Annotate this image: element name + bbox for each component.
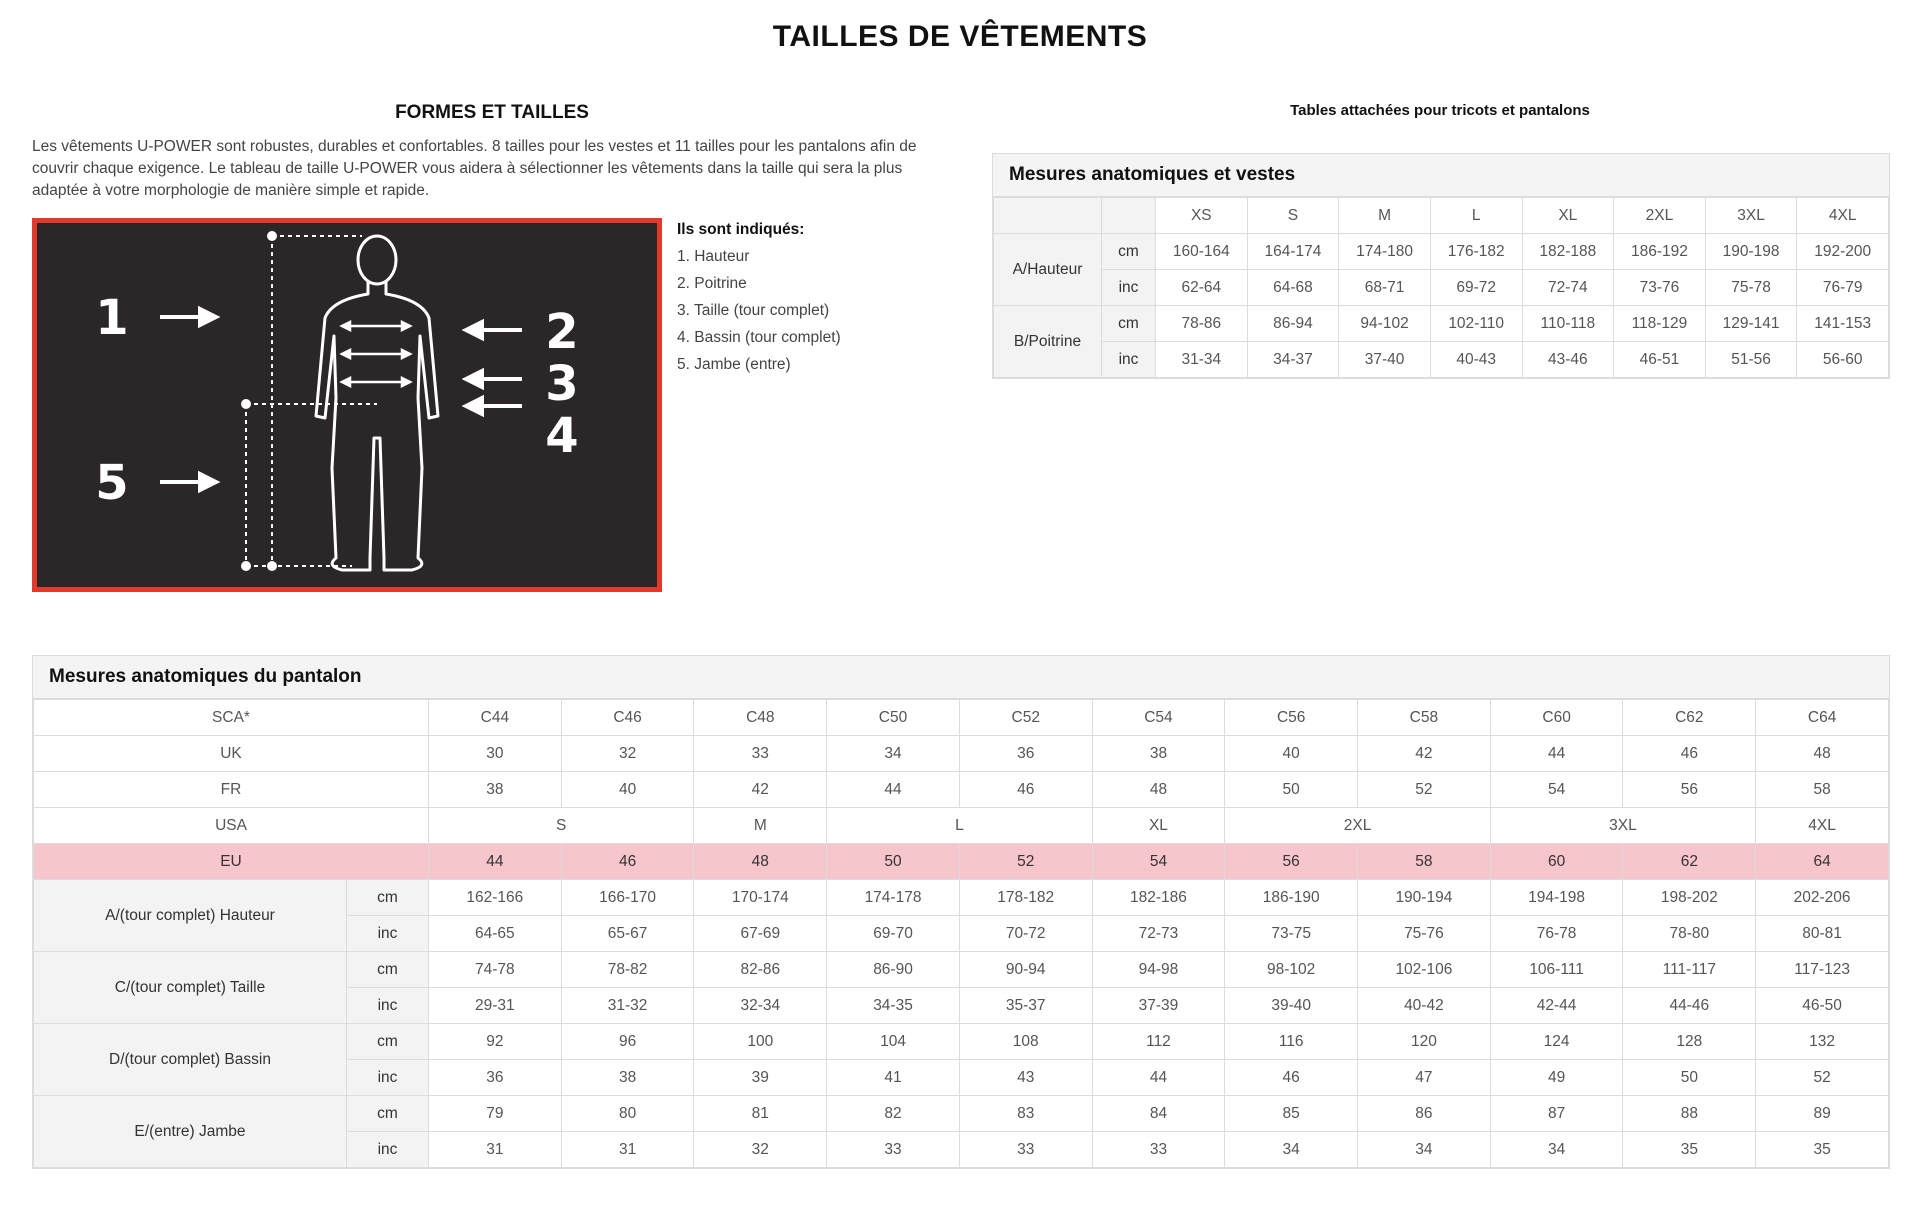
value-cell: 29-31 — [429, 988, 562, 1024]
jackets-table — [992, 153, 1890, 379]
usa-size-cell: 4XL — [1756, 808, 1889, 844]
value-cell: 56 — [1623, 772, 1756, 808]
value-cell: 56 — [1225, 844, 1358, 880]
value-cell: 50 — [827, 844, 960, 880]
value-cell: 86 — [1358, 1096, 1491, 1132]
value-cell: 74-78 — [429, 952, 562, 988]
jackets-size-header — [994, 198, 1889, 234]
size-header-cell: XS — [1156, 198, 1248, 234]
value-cell: 78-86 — [1156, 306, 1248, 342]
usa-size-cell: S — [429, 808, 694, 844]
unit-cell: inc — [1102, 270, 1156, 306]
table-row — [34, 772, 1889, 808]
value-cell: 132 — [1756, 1024, 1889, 1060]
value-cell: 33 — [694, 736, 827, 772]
pants-table-title: Mesures anatomiques du pantalon — [33, 656, 1889, 699]
size-header-cell: XL — [1522, 198, 1614, 234]
value-cell: 202-206 — [1756, 880, 1889, 916]
size-header-cell: 4XL — [1797, 198, 1889, 234]
value-cell: 52 — [1756, 1060, 1889, 1096]
value-cell: 92 — [429, 1024, 562, 1060]
pants-table — [32, 655, 1890, 1169]
size-header-cell: 3XL — [1705, 198, 1797, 234]
value-cell: 166-170 — [561, 880, 694, 916]
value-cell: 40-42 — [1358, 988, 1491, 1024]
table-row — [34, 736, 1889, 772]
unit-cell: cm — [347, 1024, 429, 1060]
value-cell: 56-60 — [1797, 342, 1889, 378]
value-cell: 124 — [1490, 1024, 1623, 1060]
table-row — [34, 1024, 1889, 1060]
forms-title: FORMES ET TAILLES — [395, 102, 589, 123]
value-cell: 72-73 — [1092, 916, 1225, 952]
value-cell: 176-182 — [1430, 234, 1522, 270]
value-cell: 162-166 — [429, 880, 562, 916]
value-cell: 198-202 — [1623, 880, 1756, 916]
value-cell: 39-40 — [1225, 988, 1358, 1024]
value-cell: 190-194 — [1358, 880, 1491, 916]
value-cell: 44 — [1092, 1060, 1225, 1096]
value-cell: 34-37 — [1247, 342, 1339, 378]
value-cell: C56 — [1225, 700, 1358, 736]
value-cell: 52 — [1358, 772, 1491, 808]
value-cell: 96 — [561, 1024, 694, 1060]
usa-row — [34, 808, 1889, 844]
table-row — [34, 952, 1889, 988]
forms-intro: Les vêtements U-POWER sont robustes, durables et confortables. 8 tailles pour les vestes et 11 tailles pour les pantalons afin de couvrir chaque exigence. Le tableau de taille U-POWER vous aidera à sélectionner les vêtements dans la taille qui sera la plus adaptée à votre morphologie de manière simple et rapide. — [32, 138, 917, 199]
value-cell: C60 — [1490, 700, 1623, 736]
value-cell: C46 — [561, 700, 694, 736]
value-cell: 112 — [1092, 1024, 1225, 1060]
jackets-table-title: Mesures anatomiques et vestes — [993, 154, 1889, 197]
value-cell: 190-198 — [1705, 234, 1797, 270]
value-cell: 31 — [429, 1132, 562, 1168]
value-cell: 110-118 — [1522, 306, 1614, 342]
value-cell: 32 — [561, 736, 694, 772]
value-cell: 90-94 — [959, 952, 1092, 988]
legend-item: 1. Hauteur — [677, 248, 750, 265]
value-cell: 75-78 — [1705, 270, 1797, 306]
value-cell: 51-56 — [1705, 342, 1797, 378]
value-cell: 182-188 — [1522, 234, 1614, 270]
value-cell: 69-72 — [1430, 270, 1522, 306]
value-cell: 42-44 — [1490, 988, 1623, 1024]
value-cell: 39 — [694, 1060, 827, 1096]
value-cell: 60 — [1490, 844, 1623, 880]
value-cell: 34-35 — [827, 988, 960, 1024]
value-cell: C44 — [429, 700, 562, 736]
legend-item: 5. Jambe (entre) — [677, 356, 791, 373]
value-cell: 98-102 — [1225, 952, 1358, 988]
value-cell: 37-39 — [1092, 988, 1225, 1024]
value-cell: 76-79 — [1797, 270, 1889, 306]
value-cell: 38 — [429, 772, 562, 808]
value-cell: 32 — [694, 1132, 827, 1168]
unit-cell: inc — [1102, 342, 1156, 378]
value-cell: 174-178 — [827, 880, 960, 916]
size-header-cell: L — [1430, 198, 1522, 234]
value-cell: 84 — [1092, 1096, 1225, 1132]
legend-item: 2. Poitrine — [677, 275, 747, 292]
legend-title: Ils sont indiqués: — [677, 221, 805, 238]
usa-size-cell: XL — [1092, 808, 1225, 844]
value-cell: 35 — [1756, 1132, 1889, 1168]
value-cell: 88 — [1623, 1096, 1756, 1132]
value-cell: 31 — [561, 1132, 694, 1168]
value-cell: 48 — [694, 844, 827, 880]
usa-size-cell: M — [694, 808, 827, 844]
value-cell: 32-34 — [694, 988, 827, 1024]
value-cell: 35 — [1623, 1132, 1756, 1168]
value-cell: 82 — [827, 1096, 960, 1132]
value-cell: 80 — [561, 1096, 694, 1132]
diagram-number-3: 3 — [545, 356, 579, 412]
unit-cell: inc — [347, 1060, 429, 1096]
value-cell: 73-76 — [1614, 270, 1706, 306]
value-cell: 81 — [694, 1096, 827, 1132]
diagram-number-1: 1 — [95, 290, 129, 346]
value-cell: 33 — [827, 1132, 960, 1168]
value-cell: 46 — [1225, 1060, 1358, 1096]
legend-item: 3. Taille (tour complet) — [677, 302, 830, 319]
measure-label: B/Poitrine — [994, 306, 1102, 378]
value-cell: 49 — [1490, 1060, 1623, 1096]
usa-size-cell: L — [827, 808, 1092, 844]
measurement-legend — [677, 216, 937, 378]
value-cell: 42 — [1358, 736, 1491, 772]
value-cell: 54 — [1092, 844, 1225, 880]
value-cell: 34 — [1225, 1132, 1358, 1168]
table-row — [994, 270, 1889, 306]
value-cell: 44 — [1490, 736, 1623, 772]
header-blank — [994, 198, 1102, 234]
unit-cell: cm — [347, 880, 429, 916]
value-cell: 40 — [561, 772, 694, 808]
value-cell: 108 — [959, 1024, 1092, 1060]
value-cell: 174-180 — [1339, 234, 1431, 270]
value-cell: 48 — [1092, 772, 1225, 808]
value-cell: 80-81 — [1756, 916, 1889, 952]
value-cell: 117-123 — [1756, 952, 1889, 988]
value-cell: 72-74 — [1522, 270, 1614, 306]
value-cell: 86-90 — [827, 952, 960, 988]
size-header-cell: 2XL — [1614, 198, 1706, 234]
eu-row — [34, 844, 1889, 880]
value-cell: 89 — [1756, 1096, 1889, 1132]
value-cell: C54 — [1092, 700, 1225, 736]
value-cell: 54 — [1490, 772, 1623, 808]
value-cell: 69-70 — [827, 916, 960, 952]
value-cell: 46 — [561, 844, 694, 880]
measure-label: A/(tour complet) Hauteur — [34, 880, 347, 952]
value-cell: 35-37 — [959, 988, 1092, 1024]
value-cell: 62 — [1623, 844, 1756, 880]
measure-label: E/(entre) Jambe — [34, 1096, 347, 1168]
value-cell: 104 — [827, 1024, 960, 1060]
value-cell: 178-182 — [959, 880, 1092, 916]
value-cell: 44 — [827, 772, 960, 808]
diagram-number-2: 2 — [545, 304, 579, 360]
value-cell: 83 — [959, 1096, 1092, 1132]
value-cell: 186-190 — [1225, 880, 1358, 916]
value-cell: 62-64 — [1156, 270, 1248, 306]
unit-cell: inc — [347, 1132, 429, 1168]
value-cell: 43 — [959, 1060, 1092, 1096]
value-cell: 31-34 — [1156, 342, 1248, 378]
table-row — [994, 342, 1889, 378]
value-cell: 30 — [429, 736, 562, 772]
value-cell: 46 — [1623, 736, 1756, 772]
value-cell: 58 — [1756, 772, 1889, 808]
value-cell: 40 — [1225, 736, 1358, 772]
value-cell: 43-46 — [1522, 342, 1614, 378]
value-cell: 86-94 — [1247, 306, 1339, 342]
value-cell: 37-40 — [1339, 342, 1431, 378]
value-cell: 31-32 — [561, 988, 694, 1024]
value-cell: 52 — [959, 844, 1092, 880]
size-header-cell: S — [1247, 198, 1339, 234]
table-row — [994, 306, 1889, 342]
value-cell: 41 — [827, 1060, 960, 1096]
value-cell: 36 — [959, 736, 1092, 772]
page-title: TAILLES DE VÊTEMENTS — [772, 20, 1148, 53]
value-cell: 78-80 — [1623, 916, 1756, 952]
value-cell: 129-141 — [1705, 306, 1797, 342]
value-cell: 192-200 — [1797, 234, 1889, 270]
value-cell: C52 — [959, 700, 1092, 736]
value-cell: 38 — [561, 1060, 694, 1096]
value-cell: 46-51 — [1614, 342, 1706, 378]
unit-cell: inc — [347, 988, 429, 1024]
value-cell: 170-174 — [694, 880, 827, 916]
value-cell: 64-68 — [1247, 270, 1339, 306]
unit-cell: inc — [347, 916, 429, 952]
legend-item: 4. Bassin (tour complet) — [677, 329, 841, 346]
measure-label: A/Hauteur — [994, 234, 1102, 306]
value-cell: 68-71 — [1339, 270, 1431, 306]
table-row — [34, 700, 1889, 736]
usa-size-cell: 2XL — [1225, 808, 1490, 844]
value-cell: 111-117 — [1623, 952, 1756, 988]
measure-label: C/(tour complet) Taille — [34, 952, 347, 1024]
unit-cell: cm — [347, 952, 429, 988]
unit-cell: cm — [1102, 306, 1156, 342]
value-cell: 76-78 — [1490, 916, 1623, 952]
usa-size-cell: 3XL — [1490, 808, 1755, 844]
diagram-number-5: 5 — [95, 455, 129, 511]
value-cell: 33 — [959, 1132, 1092, 1168]
value-cell: 67-69 — [694, 916, 827, 952]
row-label: USA — [34, 808, 429, 844]
value-cell: C58 — [1358, 700, 1491, 736]
value-cell: 47 — [1358, 1060, 1491, 1096]
value-cell: 34 — [1490, 1132, 1623, 1168]
value-cell: 164-174 — [1247, 234, 1339, 270]
value-cell: C64 — [1756, 700, 1889, 736]
value-cell: 85 — [1225, 1096, 1358, 1132]
row-label: UK — [34, 736, 429, 772]
value-cell: 102-106 — [1358, 952, 1491, 988]
value-cell: 79 — [429, 1096, 562, 1132]
value-cell: 73-75 — [1225, 916, 1358, 952]
forms-section — [32, 102, 952, 202]
value-cell: 160-164 — [1156, 234, 1248, 270]
table-row — [34, 1096, 1889, 1132]
value-cell: 38 — [1092, 736, 1225, 772]
value-cell: 33 — [1092, 1132, 1225, 1168]
value-cell: 141-153 — [1797, 306, 1889, 342]
value-cell: 102-110 — [1430, 306, 1522, 342]
value-cell: 186-192 — [1614, 234, 1706, 270]
value-cell: 118-129 — [1614, 306, 1706, 342]
value-cell: 100 — [694, 1024, 827, 1060]
value-cell: 116 — [1225, 1024, 1358, 1060]
value-cell: 94-98 — [1092, 952, 1225, 988]
row-label: EU — [34, 844, 429, 880]
measure-label: D/(tour complet) Bassin — [34, 1024, 347, 1096]
value-cell: 64-65 — [429, 916, 562, 952]
value-cell: 46 — [959, 772, 1092, 808]
value-cell: 48 — [1756, 736, 1889, 772]
row-label: SCA* — [34, 700, 429, 736]
value-cell: 34 — [827, 736, 960, 772]
value-cell: 87 — [1490, 1096, 1623, 1132]
value-cell: 36 — [429, 1060, 562, 1096]
value-cell: C62 — [1623, 700, 1756, 736]
value-cell: 46-50 — [1756, 988, 1889, 1024]
table-row — [34, 880, 1889, 916]
size-header-cell: M — [1339, 198, 1431, 234]
value-cell: C50 — [827, 700, 960, 736]
value-cell: 58 — [1358, 844, 1491, 880]
body-measurement-diagram — [32, 218, 662, 592]
value-cell: 70-72 — [959, 916, 1092, 952]
value-cell: 128 — [1623, 1024, 1756, 1060]
header-blank — [1102, 198, 1156, 234]
value-cell: 194-198 — [1490, 880, 1623, 916]
value-cell: 40-43 — [1430, 342, 1522, 378]
value-cell: 44-46 — [1623, 988, 1756, 1024]
row-label: FR — [34, 772, 429, 808]
value-cell: 75-76 — [1358, 916, 1491, 952]
value-cell: 50 — [1225, 772, 1358, 808]
value-cell: 82-86 — [694, 952, 827, 988]
value-cell: 120 — [1358, 1024, 1491, 1060]
value-cell: 65-67 — [561, 916, 694, 952]
value-cell: 34 — [1358, 1132, 1491, 1168]
value-cell: 42 — [694, 772, 827, 808]
value-cell: 44 — [429, 844, 562, 880]
diagram-number-4: 4 — [545, 408, 579, 464]
value-cell: 94-102 — [1339, 306, 1431, 342]
table-row — [994, 234, 1889, 270]
value-cell: 64 — [1756, 844, 1889, 880]
value-cell: 106-111 — [1490, 952, 1623, 988]
unit-cell: cm — [1102, 234, 1156, 270]
value-cell: 182-186 — [1092, 880, 1225, 916]
value-cell: C48 — [694, 700, 827, 736]
tables-caption: Tables attachées pour tricots et pantalons — [1290, 102, 1590, 119]
value-cell: 78-82 — [561, 952, 694, 988]
value-cell: 50 — [1623, 1060, 1756, 1096]
unit-cell: cm — [347, 1096, 429, 1132]
